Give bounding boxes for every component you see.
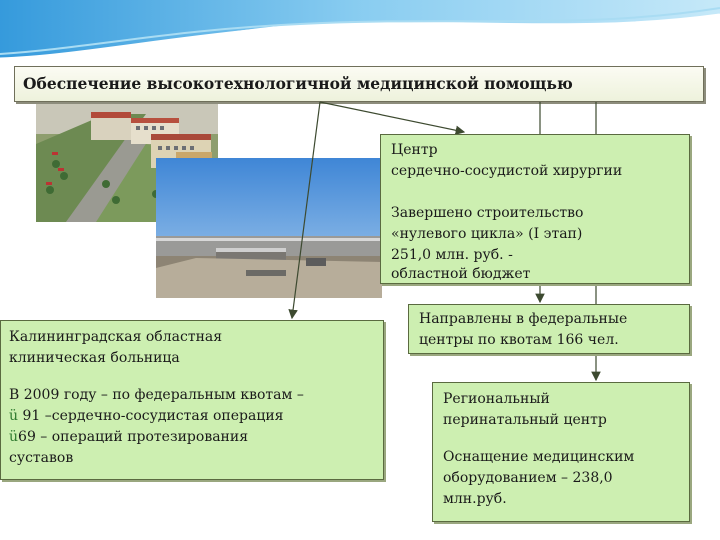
hospital-stat-line1: В 2009 году – по федеральным квотам – <box>9 387 304 403</box>
cardiac-surgery-center-box <box>380 134 690 284</box>
perinatal-line1: Региональный <box>443 391 550 407</box>
page-title: Обеспечение высокотехнологичной медицинской помощью <box>23 74 573 93</box>
perinatal-line4: оборудованием – 238,0 <box>443 470 613 486</box>
perinatal-line2: перинатальный центр <box>443 412 607 428</box>
hospital-item-1: ü 91 –сердечно-сосудистая операция <box>9 408 284 424</box>
cardiac-center-title-line2: сердечно-сосудистой хирургии <box>391 163 623 179</box>
hospital-item-2-line2: суставов <box>9 450 74 466</box>
cardiac-center-status-line3: 251,0 млн. руб. - <box>391 247 513 263</box>
perinatal-line5: млн.руб. <box>443 491 507 507</box>
hospital-item-2: ü69 – операций протезирования <box>9 429 249 445</box>
cardiac-center-title-line1: Центр <box>391 142 438 158</box>
perinatal-center-box <box>432 382 690 522</box>
federal-quota-line2: центры по квотам 166 чел. <box>419 332 619 348</box>
check-icon: ü <box>9 408 19 424</box>
construction-site-photo <box>156 158 382 298</box>
perinatal-line3: Оснащение медицинским <box>443 449 635 465</box>
connector-title-to-cardiac <box>320 102 464 132</box>
cardiac-center-status-line2: «нулевого цикла» (I этап) <box>391 226 583 242</box>
cardiac-center-status-line1: Завершено строительство <box>391 205 584 221</box>
hospital-name-line1: Калининградская областная <box>9 329 223 345</box>
check-icon: ü <box>9 429 19 445</box>
cardiac-center-status-line4: областной бюджет <box>391 266 531 282</box>
hospital-name-line2: клиническая больница <box>9 350 180 366</box>
federal-quota-box <box>408 304 690 354</box>
federal-quota-line1: Направлены в федеральные <box>419 311 628 327</box>
title-banner <box>14 66 704 102</box>
regional-hospital-box <box>0 320 384 480</box>
